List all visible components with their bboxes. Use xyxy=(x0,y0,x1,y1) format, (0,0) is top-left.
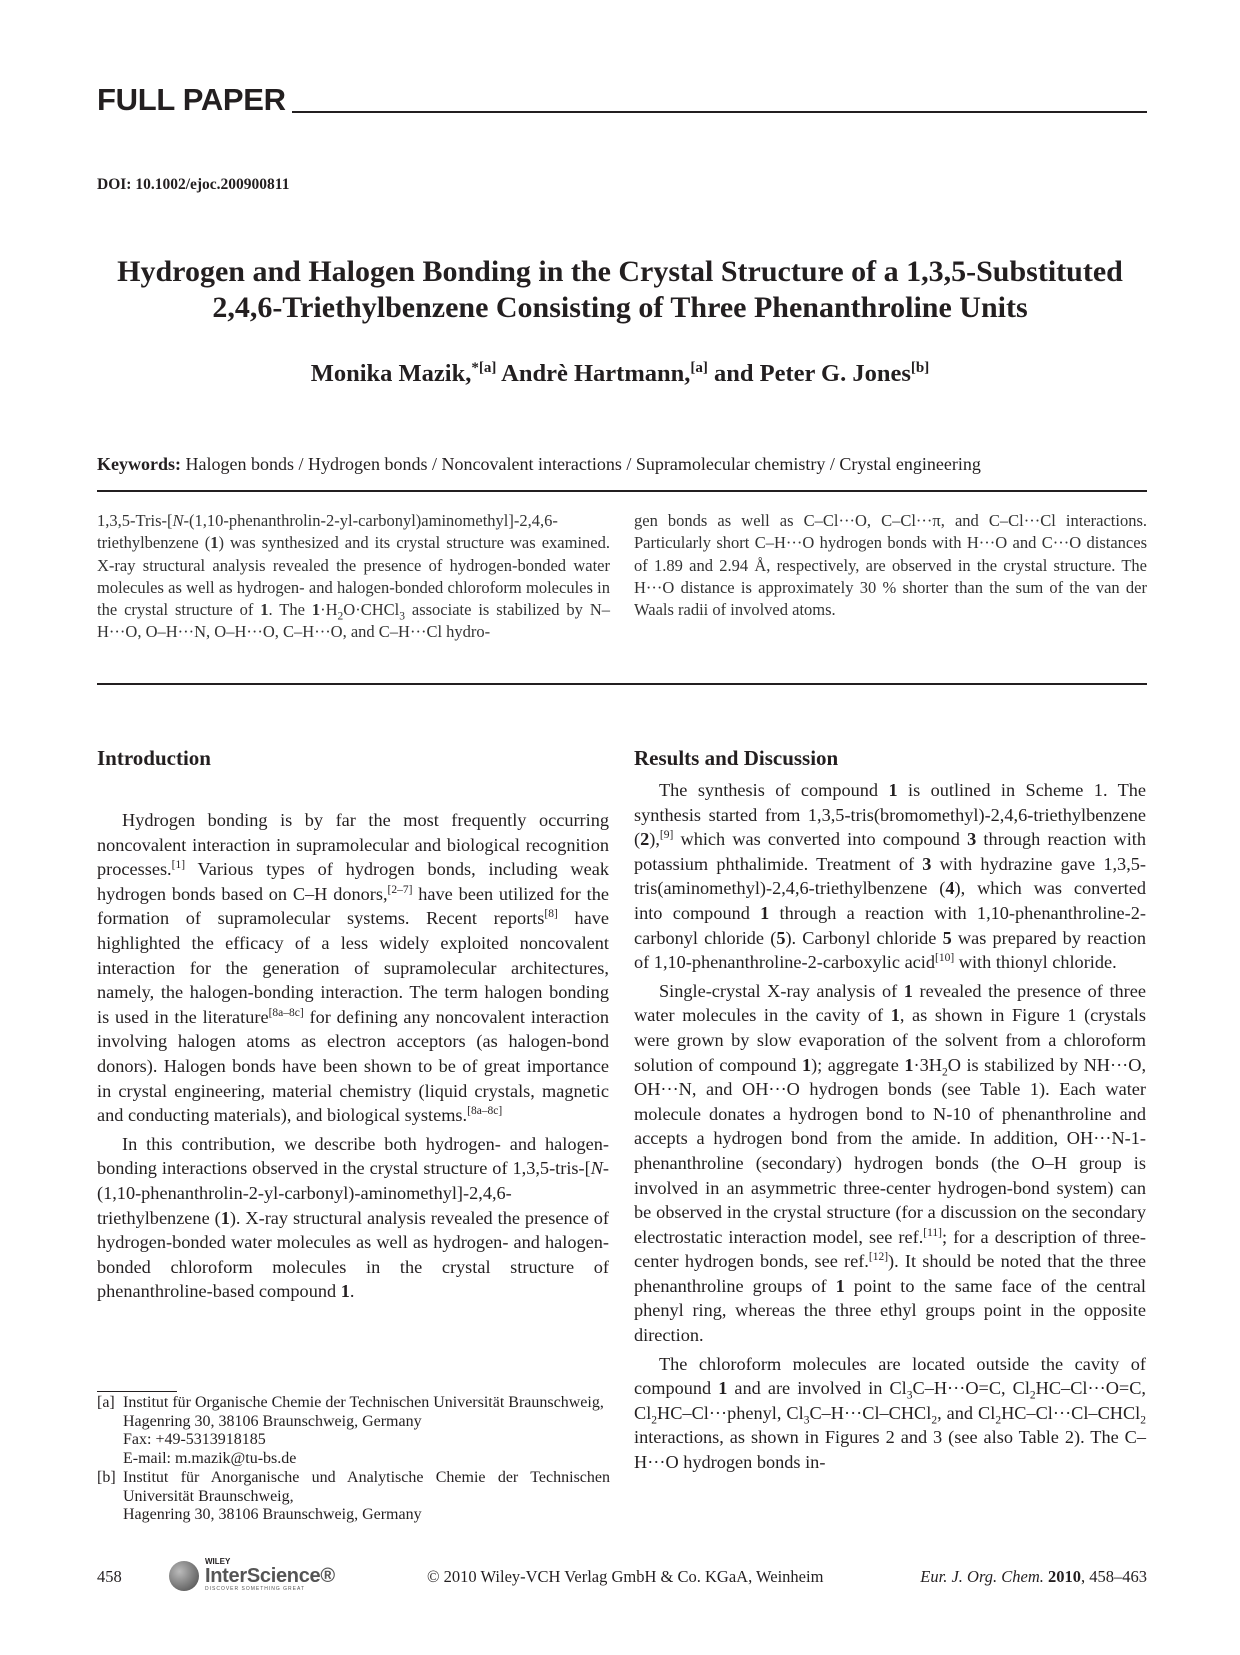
footnote-mark: [b] xyxy=(97,1468,116,1486)
author-name: Peter G. Jones xyxy=(759,360,911,388)
paragraph: In this contribution, we describe both hydrogen- and halogen-bonding interactions observed in the crystal structure of 1,3,5-tris-[N-(1,10-phenanthrolin-2-yl-carbonyl)-aminomethyl]-2,4,6-triethylbenzene (1). X-ray structural analysis revealed the presence of hydrogen-bonded water molecules as well as hydrogen- and halogen-bonded chloroform molecules in the crystal structure of phenanthroline-based compound 1. xyxy=(97,1133,609,1302)
author-affiliation-mark: [a] xyxy=(690,360,708,376)
footnote-mark: [a] xyxy=(97,1394,115,1411)
citation-ref[interactable]: [11] xyxy=(923,1226,942,1239)
section-label: FULL PAPER xyxy=(97,82,286,117)
logo-name: InterScience® xyxy=(205,1565,335,1587)
author-name: Monika Mazik, xyxy=(310,360,472,388)
abstract-bottom-rule xyxy=(97,683,1147,685)
citation-ref[interactable]: [9] xyxy=(659,829,674,842)
paragraph: Hydrogen bonding is by far the most frequently occurring noncovalent interaction in supramolecular and biological recognition processes.[1] Various types of hydrogen bonds, including weak hydrogen bonds based on C–H donors,[2–7] have been utilized for the formation of supramolecular systems. Recent reports[8] have highlighted the efficacy of a less widely exploited noncovalent interaction for the generation of supramolecular architectures, namely, the halogen-bonding interaction. The term halogen bonding is used in the literature[8a–8c] for defining any noncovalent interaction involving halogen atoms as electron acceptors (as halogen-bond donors). Halogen bonds have been shown to be of great importance in crystal engineering, material chemistry (liquid crystals, magnetic and conducting materials), and biological systems.[8a–8c] xyxy=(97,810,609,1126)
running-header xyxy=(97,80,1147,120)
citation-ref[interactable]: [10] xyxy=(935,952,955,965)
citation-ref[interactable]: [8] xyxy=(544,908,558,921)
affiliation-footnotes xyxy=(97,1394,610,1525)
introduction-heading: Introduction xyxy=(97,746,211,770)
citation-ref[interactable]: [8a–8c] xyxy=(467,1105,503,1118)
doi[interactable]: DOI: 10.1002/ejoc.200900811 xyxy=(97,176,290,193)
paragraph: Single-crystal X-ray analysis of 1 revealed the presence of three water molecules in the cavity of 1, as shown in Figure 1 (crystals were grown by slow evaporation of the solvent from a chloroform solution of compound 1); aggregate $1\cdot 3H_2O$ is stabilized by NH···O, OH···N, and OH···O hydrogen bonds (see Table 1). Each water molecule donates a hydrogen bond to N-10 of phenanthroline and accepts a hydrogen bond from the amide. In addition, OH···N-1-phenanthroline (secondary) hydrogen bonds (the O–H group is involved in an asymmetric three-center hydrogen-bond system) can be observed in the crystal structure (for a discussion on the secondary electrostatic interaction model, see ref.[11]; for a description of three-center hydrogen bonds, see ref.[12]). It should be noted that the three phenanthroline groups of 1 point to the same face of the central phenyl ring, whereas the three ethyl groups point in the opposite direction. xyxy=(634,980,1147,1346)
journal-pages: , 458–463 xyxy=(1081,1567,1147,1586)
journal-name: Eur. J. Org. Chem. xyxy=(920,1567,1044,1586)
footnote-line: Fax: +49-5313918185 xyxy=(123,1431,266,1449)
footnote-line: Institut für Organische Chemie der Technischen Universität Braunschweig, xyxy=(123,1394,604,1411)
author-name: Andrè Hartmann, xyxy=(501,360,691,388)
citation-ref[interactable]: [2–7] xyxy=(387,883,413,896)
footnote-line: Hagenring 30, 38106 Braunschweig, Germany xyxy=(123,1412,422,1430)
header-rule xyxy=(292,111,1147,113)
footnote xyxy=(97,1394,610,1469)
citation-ref[interactable]: [12] xyxy=(868,1251,889,1264)
footnote-line: Hagenring 30, 38106 Braunschweig, Germany xyxy=(123,1506,422,1524)
title-line: Hydrogen and Halogen Bonding in the Crystal Structure of a 1,3,5-Substituted xyxy=(117,255,1123,288)
keywords-list: Halogen bonds / Hydrogen bonds / Noncovalent interactions / Supramolecular chemistry / Crystal engineering xyxy=(185,454,981,474)
keywords-label: Keywords: xyxy=(97,454,181,474)
results-body xyxy=(634,778,1146,1475)
author-affiliation-mark: [b] xyxy=(910,360,930,376)
journal-citation xyxy=(920,1567,1147,1587)
paragraph: The chloroform molecules are located outside the cavity of compound 1 and are involved in $Cl_3C-H\cdot\cdot\cdot O=C$, $Cl_2HC-Cl\cdot\cdot\cdot O=C$, $Cl_2HC-Cl\cdot\cdot\cdot phenyl$, $Cl_3C-H\cdot\cdot\cdot Cl-CHCl_2$, and $Cl_2HC-Cl\cdot\cdot\cdot Cl-CHCl_2$ interactions, as shown in Figures 2 and 3 (see also Table 2). The C–H···O hydrogen bonds in- xyxy=(634,1353,1147,1473)
page-footer xyxy=(97,1557,1147,1593)
title-line: 2,4,6-Triethylbenzene Consisting of Three Phenanthroline Units xyxy=(212,291,1028,324)
copyright: © 2010 Wiley-VCH Verlag GmbH & Co. KGaA, Weinheim xyxy=(427,1567,824,1586)
abstract-column-right: gen bonds as well as C–Cl···O, C–Cl···π, and C–Cl···Cl interactions. Particularly short C–H···O hydrogen bonds with H···O and C···O distances of 1.89 and 2.94 Å, respectively, are observed in the crystal structure. The H···O distance is approximately 30 % shorter than the sum of the van der Waals radii of involved atoms. xyxy=(634,511,1147,620)
footnote-rule xyxy=(97,1391,177,1392)
citation-ref[interactable]: [8a–8c] xyxy=(268,1006,304,1019)
paragraph: The synthesis of compound 1 is outlined in Scheme 1. The synthesis started from 1,3,5-tris(bromomethyl)-2,4,6-triethylbenzene (2),[9] which was converted into compound 3 through reaction with potassium phthalimide. Treatment of 3 with hydrazine gave 1,3,5-tris(aminomethyl)-2,4,6-triethylbenzene (4), which was converted into compound 1 through a reaction with 1,10-phenanthroline-2-carbonyl chloride (5). Carbonyl chloride 5 was prepared by reaction of 1,10-phenanthroline-2-carboxylic acid[10] with thionyl chloride. xyxy=(634,780,1147,973)
logo-publisher: WILEY xyxy=(205,1557,231,1566)
interscience-logo[interactable] xyxy=(169,1557,341,1593)
author-list xyxy=(60,360,1180,388)
introduction-body xyxy=(97,808,609,1304)
paper-title xyxy=(60,254,1180,326)
author-conjunction: and xyxy=(713,360,754,388)
footnote-email[interactable]: E-mail: m.mazik@tu-bs.de xyxy=(123,1450,297,1468)
results-heading: Results and Discussion xyxy=(634,746,839,770)
author-affiliation-mark: *[a] xyxy=(471,360,497,376)
logo-tagline: DISCOVER SOMETHING GREAT xyxy=(205,1586,306,1592)
footnote xyxy=(97,1469,610,1525)
globe-icon xyxy=(169,1561,199,1591)
citation-ref[interactable]: [1] xyxy=(171,859,186,872)
journal-year: 2010 xyxy=(1048,1567,1081,1586)
footnote-line: Institut für Anorganische und Analytische Chemie der Technischen Universität Braunschweig, xyxy=(123,1468,610,1505)
abstract-top-rule xyxy=(97,490,1147,492)
abstract-column-left: 1,3,5-Tris-[N-(1,10-phenanthrolin-2-yl-carbonyl)aminomethyl]-2,4,6-triethylbenzene (1) was synthesized and its crystal structure was examined. X-ray structural analysis revealed the presence of hydrogen-bonded water molecules as well as hydrogen- and halogen-bonded chloroform molecules in the crystal structure of 1. The $1\cdot H_2O\cdot CHCl_3$ associate is stabilized by N–H···O, O–H···N, O–H···O, C–H···O, and C–H···Cl hydro- xyxy=(97,511,610,642)
keywords xyxy=(97,454,1147,475)
page-number: 458 xyxy=(97,1567,122,1586)
